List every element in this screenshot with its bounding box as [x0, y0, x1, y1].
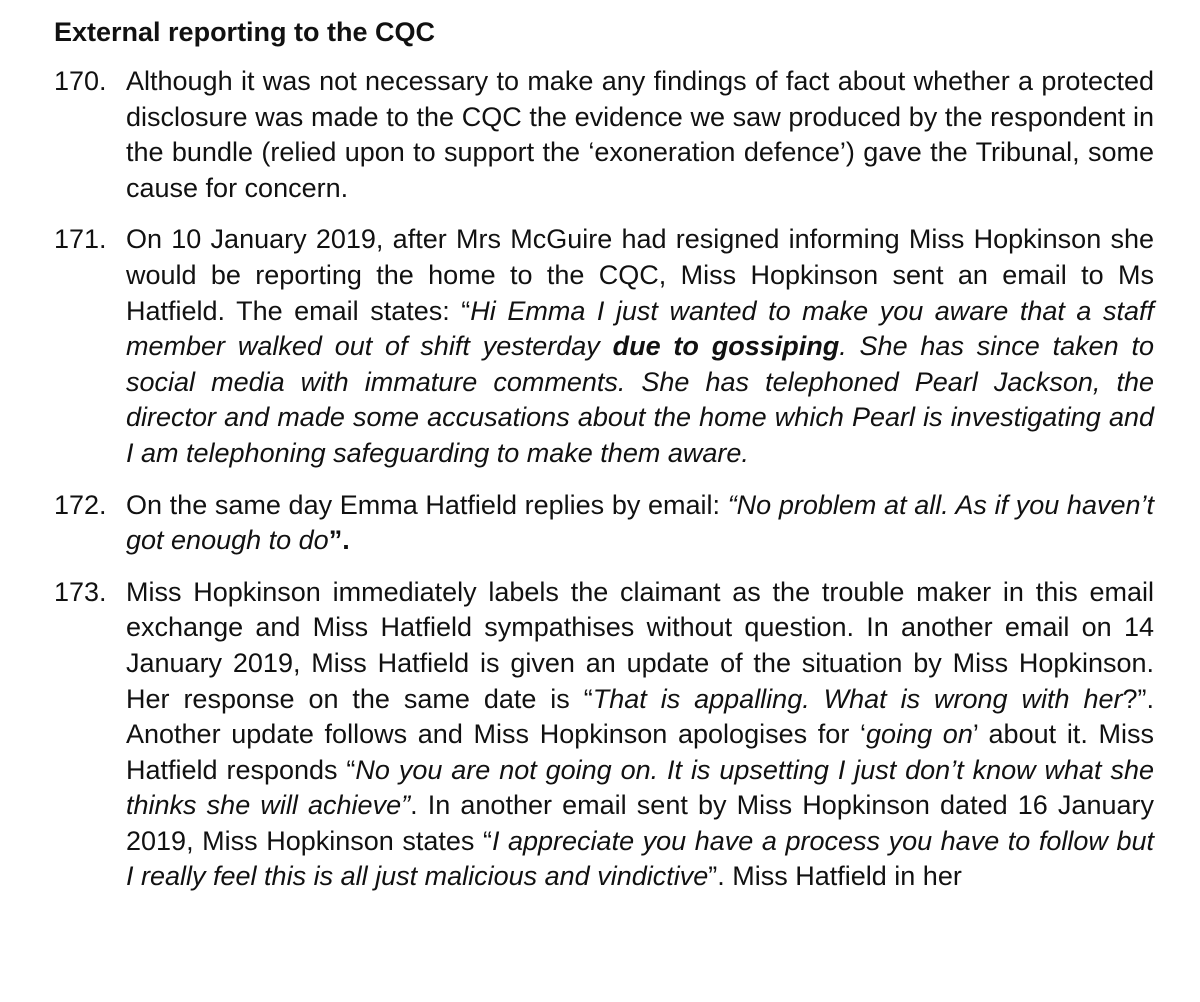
paragraph-text	[126, 222, 1154, 471]
paragraph-number: 170.	[54, 66, 107, 96]
document-page	[54, 14, 1154, 911]
text-run: On the same day Emma Hatfield replies by email:	[126, 489, 728, 520]
paragraph-170	[54, 64, 1154, 206]
quoted-email-text: No you are not going on. It is upsetting I just don’t know what she thinks she will achieve”	[126, 754, 1154, 821]
text-run: Miss Hopkinson immediately labels the claimant as the trouble maker in this email exchange and Miss Hatfield sympathises without question. In another email on 14 January 2019, Miss Hatfield is given an update of the situation by Miss Hopkinson. Her response on the same date is “	[126, 576, 1154, 714]
quoted-email-text: “No problem at all. As if you haven’t got enough to do	[126, 489, 1154, 556]
text-run: On 10 January 2019, after Mrs McGuire had resigned informing Miss Hopkinson she would be reporting the home to the CQC, Miss Hopkinson sent an email to Ms Hatfield. The email states: “	[126, 224, 1154, 326]
text-run: ’ about it. Miss Hatfield responds “	[126, 719, 1155, 785]
text-run: . In another email sent by Miss Hopkinson dated 16 January 2019, Miss Hopkinson states “	[126, 790, 1154, 856]
paragraph-text	[126, 488, 1154, 559]
quoted-email-text: That is appalling. What is wrong with her	[592, 683, 1123, 714]
text-run: ?”. Another update follows and Miss Hopkinson apologises for ‘	[126, 683, 1154, 750]
quoted-email-text: I appreciate you have a process you have to follow but I really feel this is all just malicious and vindictive	[126, 825, 1154, 892]
quoted-email-text: . She has since taken to social media with immature comments. She has telephoned Pearl Jackson, the director and made some accusations about the home which Pearl is investigating and I am telephoning safeguarding to make them aware.	[126, 331, 1154, 468]
paragraph-text	[126, 64, 1154, 206]
paragraph-text	[126, 575, 1154, 895]
paragraph-173	[54, 575, 1154, 895]
paragraph-171	[54, 222, 1154, 471]
text-run: Although it was not necessary to make any findings of fact about whether a protected disclosure was made to the CQC the evidence we saw produced by the respondent in the bundle (relied upon to support the ‘exoneration defence’) gave the Tribunal, some cause for concern.	[126, 66, 1154, 203]
emphasis-text: due to gossiping	[612, 331, 840, 362]
text-run: ”. Miss Hatfield in her	[708, 861, 962, 892]
paragraph-number: 173.	[54, 576, 107, 607]
quoted-email-text: going on	[866, 719, 973, 750]
quoted-email-text: Hi Emma I just wanted to make you aware that a staff member walked out of shift yesterday	[126, 295, 1154, 362]
paragraph-number: 172.	[54, 489, 107, 520]
section-heading: External reporting to the CQC	[54, 17, 436, 47]
paragraph-172	[54, 488, 1154, 559]
paragraph-number: 171.	[54, 224, 107, 255]
closing-quote: ”.	[328, 525, 350, 556]
